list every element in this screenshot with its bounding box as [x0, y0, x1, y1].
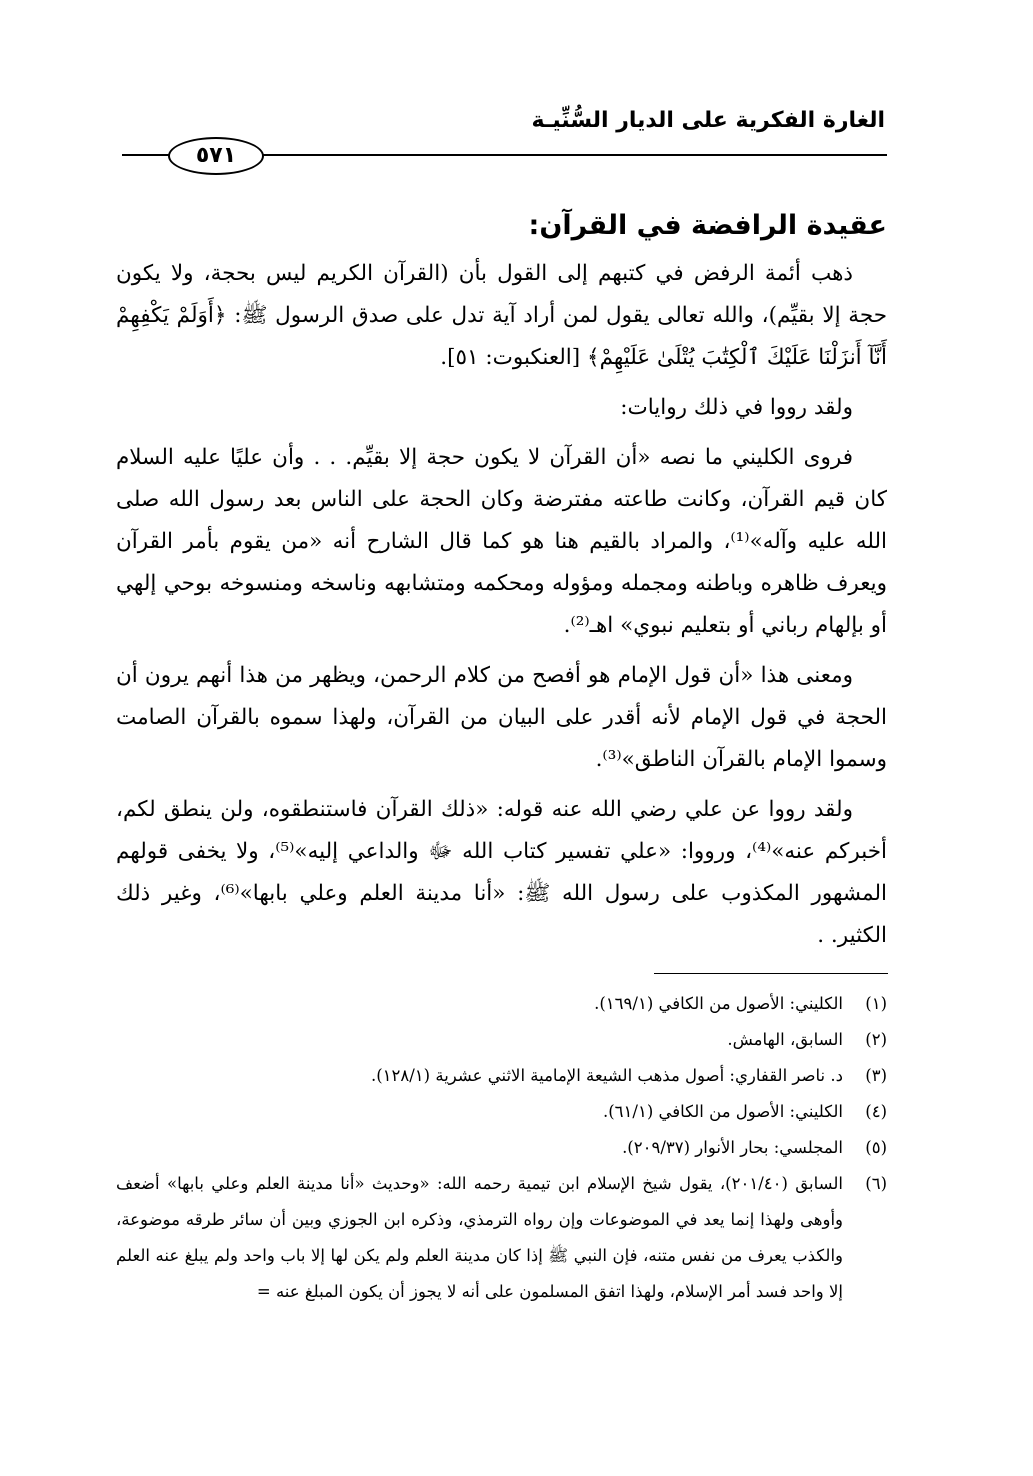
running-title: الغارة الفكرية على الديار السُّنِّيـة [531, 108, 885, 133]
main-text [116, 210, 887, 965]
footnote-text: السابق (٢٠١/٤٠)، يقول شيخ الإسلام ابن تيمية رحمه الله: «وحديث «أنا مدينة العلم وعلي بابها» أضعف وأوهى ولهذا إنما يعد في الموضوعات وإن رواه الترمذي، وذكره ابن الجوزي وبين أن سائر طرقه موضوعة، والكذب يعرف من نفس متنه، فإن النبي ﷺ إذا كان مدينة العلم ولم يكن لها إلا باب واحد ولم يبلغ عنه العلم إلا واحد فسد أمر الإسلام، ولهذا اتفق المسلمون على أنه لا يجوز أن يكون المبلغ عنه = [116, 1174, 843, 1301]
paragraph: ولقد رووا في ذلك روايات: [620, 395, 853, 420]
footnote-number: (٣) [865, 1066, 887, 1085]
footnote-text: د. ناصر القفاري: أصول مذهب الشيعة الإمامية الاثني عشرية (١٢٨/١). [370, 1066, 843, 1085]
footnote-number: (٦) [865, 1174, 887, 1193]
footnote-text: السابق، الهامش. [727, 1030, 843, 1049]
paragraph: ذهب أئمة الرفض في كتبهم إلى القول بأن (القرآن الكريم ليس بحجة، ولا يكون حجة إلا بقيِّم)، والله تعالى يقول لمن أراد آية تدل على صدق الرسول ﷺ: ﴿أَوَلَمْ يَكْفِهِمْ أَنَّآ أَنزَلْنَا عَلَيْكَ ٱلْكِتَٰبَ يُتْلَىٰ عَلَيْهِمْ﴾ [العنكبوت: ٥١]. [116, 261, 887, 370]
section-title: عقيدة الرافضة في القرآن: [528, 210, 887, 241]
footnote [116, 1058, 887, 1094]
page-number: ٥٧١ [168, 137, 264, 175]
footnote-text: الكليني: الأصول من الكافي (٦١/١). [602, 1102, 843, 1121]
footnote [116, 1130, 887, 1166]
footnote-number: (٢) [865, 1030, 887, 1049]
paragraph: ولقد رووا عن علي رضي الله عنه قوله: «ذلك القرآن فاستنطقوه، ولن ينطق لكم، أخبركم عنه»⁽⁴⁾، ورووا: «علي تفسير كتاب الله ﷻ والداعي إليه»⁽⁵⁾، ولا يخفى قولهم المشهور المكذوب على رسول الله ﷺ: «أنا مدينة العلم وعلي بابها»⁽⁶⁾، وغير ذلك الكثير. . [116, 797, 888, 948]
footnote-number: (٥) [865, 1138, 887, 1157]
paragraph: ومعنى هذا «أن قول الإمام هو أفصح من كلام الرحمن، ويظهر من هذا أنهم يرون أن الحجة في قول الإمام لأنه أقدر على البيان من القرآن، ولهذا سموه بالقرآن الصامت وسموا الإمام بالقرآن الناطق»⁽³⁾. [116, 663, 887, 772]
footnote [116, 1022, 887, 1058]
footnote [116, 1166, 887, 1310]
footnotes [116, 986, 887, 1310]
paragraph: فروى الكليني ما نصه «أن القرآن لا يكون حجة إلا بقيِّم. . . وأن عليًا عليه السلام كان قيم القرآن، وكانت طاعته مفترضة وكان الحجة على الناس بعد رسول الله صلى الله عليه وآله»⁽¹⁾، والمراد بالقيم هنا هو كما قال الشارح أنه «من يقوم بأمر القرآن ويعرف ظاهره وباطنه ومجمله ومؤوله ومحكمه ومتشابهه وناسخه ومنسوخه بوحي إلهي أو بإلهام رباني أو بتعليم نبوي» اهـ⁽²⁾. [116, 445, 887, 638]
footnote-number: (٤) [865, 1102, 887, 1121]
footnote-number: (١) [865, 994, 887, 1013]
footnote-text: الكليني: الأصول من الكافي (١٦٩/١). [594, 994, 843, 1013]
footnote [116, 1094, 887, 1130]
footnote [116, 986, 887, 1022]
footnote-separator [654, 973, 888, 974]
footnote-text: المجلسي: بحار الأنوار (٢٠٩/٣٧). [622, 1138, 843, 1157]
